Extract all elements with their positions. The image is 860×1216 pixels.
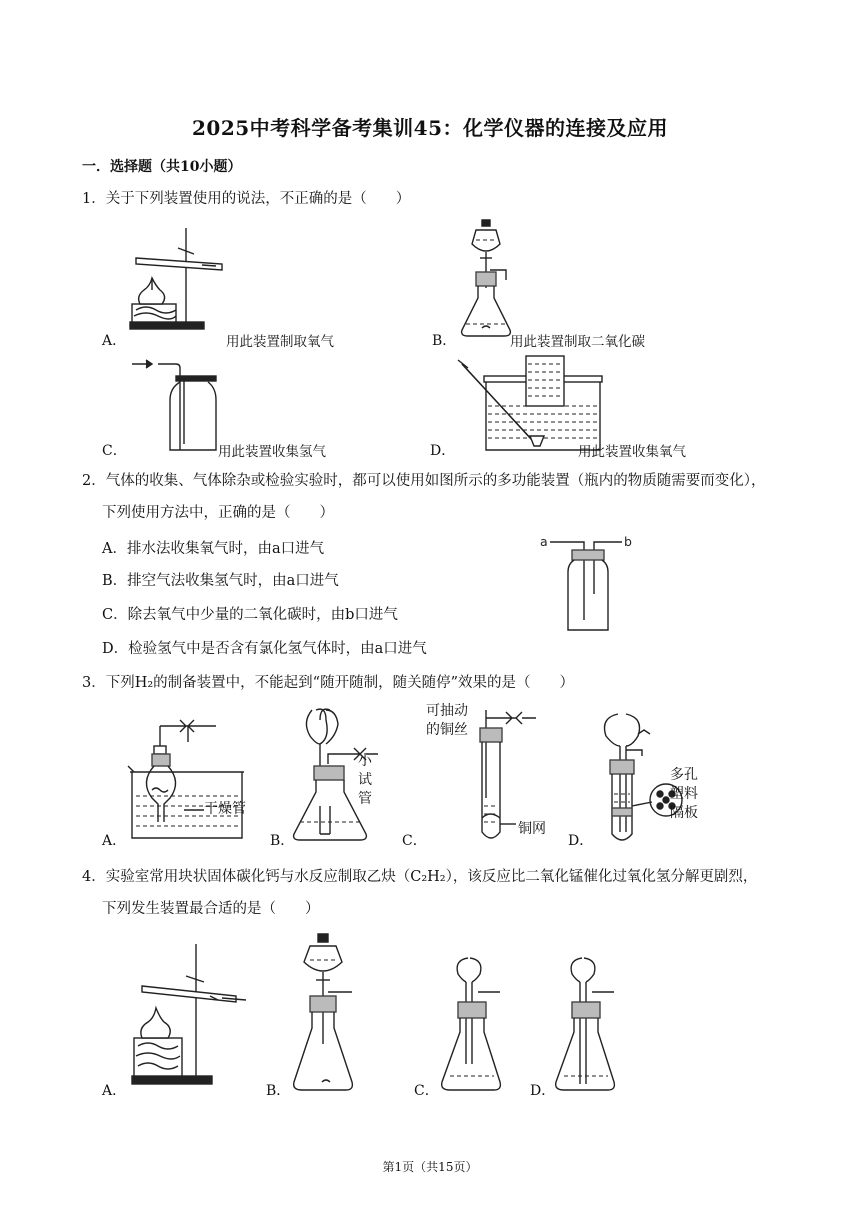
- page-title: 2025中考科学备考集训45：化学仪器的连接及应用: [192, 116, 668, 140]
- question-2-stem-line1: 2．气体的收集、气体除杂或检验实验时，都可以使用如图所示的多功能装置（瓶内的物质随需要而变化），: [82, 473, 766, 489]
- q2-option-c: C．除去氧气中少量的二氧化碳时，由b口进气: [102, 607, 398, 623]
- q1-option-c-text: 用此装置收集氢气: [218, 444, 326, 460]
- q1-option-b-label: B．: [432, 333, 457, 349]
- q2-option-d: D．检验氢气中是否含有氯化氢气体时，由a口进气: [102, 641, 427, 657]
- q3-option-d-label: D．: [568, 833, 594, 849]
- q1-option-b-text: 用此装置制取二氧化碳: [510, 334, 645, 350]
- q4-option-c-figure: [438, 952, 518, 1096]
- q1-option-a-label: A．: [102, 333, 127, 349]
- q3-option-b-label: B．: [270, 833, 295, 849]
- question-4-stem-line1: 4．实验室常用块状固体碳化钙与水反应制取乙炔（C₂H₂），该反应比二氧化锰催化过氧化氢分解更剧烈，: [82, 869, 758, 885]
- question-4-stem-line2: 下列发生装置最合适的是（ ）: [102, 901, 320, 917]
- q4-option-b-figure: [288, 932, 368, 1096]
- q3-a-drying-tube-label: 干燥管: [204, 801, 246, 817]
- q3-c-copper-mesh-label: 铜网: [518, 821, 546, 837]
- q4-option-c-label: C．: [414, 1083, 439, 1099]
- q4-option-a-label: A．: [102, 1083, 127, 1099]
- q3-option-a-figure: [124, 706, 254, 842]
- q2-multifunction-bottle: [538, 534, 638, 634]
- q1-option-a-figure: [122, 218, 222, 336]
- q1-option-c-label: C．: [102, 443, 127, 459]
- q3-b-small-tube-label: 小试管: [358, 753, 372, 807]
- q1-option-d-label: D．: [430, 443, 456, 459]
- q1-option-d-text: 用此装置收集氧气: [578, 444, 686, 460]
- q4-option-d-figure: [552, 952, 632, 1096]
- q3-option-c-figure: [464, 702, 564, 852]
- q3-d-porous-plate-label: 多孔塑料隔板: [670, 767, 698, 821]
- question-1-stem: 1．关于下列装置使用的说法，不正确的是（ ）: [82, 191, 411, 207]
- question-3-stem: 3．下列H₂的制备装置中，不能起到“随开随制，随关随停”效果的是（ ）: [82, 675, 575, 691]
- q2-option-b: B．排空气法收集氢气时，由a口进气: [102, 573, 339, 589]
- q3-option-c-label: C．: [402, 833, 427, 849]
- q3-option-b-figure: [286, 706, 406, 842]
- q2-option-a: A．排水法收集氧气时，由a口进气: [102, 541, 325, 557]
- q1-option-b-figure: [456, 218, 526, 340]
- q2-port-b-label: b: [624, 534, 632, 549]
- q2-port-a-label: a: [540, 534, 548, 549]
- q1-option-c-figure: [128, 354, 228, 454]
- q4-option-a-figure: [126, 940, 256, 1090]
- q1-option-a-text: 用此装置制取氧气: [226, 334, 334, 350]
- q4-option-b-label: B．: [266, 1083, 291, 1099]
- q4-option-d-label: D．: [530, 1083, 556, 1099]
- page-footer: 第1页（共15页）: [382, 1160, 478, 1174]
- q3-c-copper-wire-label: 可抽动的铜丝: [426, 703, 468, 738]
- question-2-stem-line2: 下列使用方法中，正确的是（ ）: [102, 505, 334, 521]
- q3-option-a-label: A．: [102, 833, 127, 849]
- section-heading: 一．选择题（共10小题）: [82, 159, 242, 175]
